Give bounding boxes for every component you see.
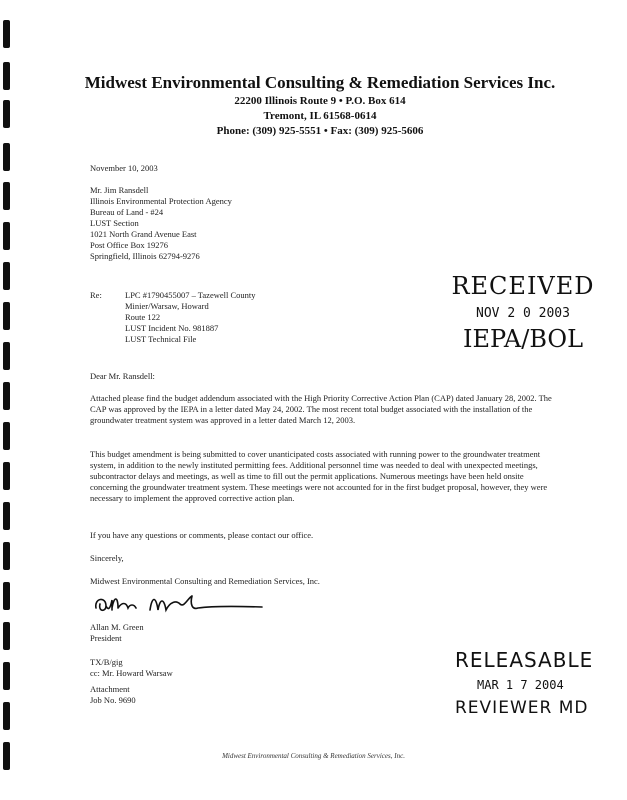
punch-mark [3,302,10,330]
handwritten-signature [92,588,292,618]
punch-mark [3,582,10,610]
recipient-line: Mr. Jim Ransdell [90,185,149,195]
punch-mark [3,62,10,90]
typist-initials: TX/B/gig [90,657,123,667]
releasable-stamp-reviewer: REVIEWER MD [455,698,589,718]
salutation: Dear Mr. Ransdell: [90,371,155,381]
page-footer: Midwest Environmental Consulting & Remediation Services, Inc. [222,752,405,760]
punch-mark [3,462,10,490]
signer-name: Allan M. Green [90,622,144,632]
recipient-line: Post Office Box 19276 [90,240,168,250]
punch-mark [3,382,10,410]
re-line: LUST Technical File [125,334,197,344]
body-paragraph-2: This budget amendment is being submitted to cover unanticipated costs associated with running power to the groundwater treatment system, in addition to the newly instituted permitting fees. Additional personnel time was needed to deal with unexpected meetings, subcontractor delays and meetings, as well as time to fill out the permit applications. Numerous meetings have been held onsite concerning the groundwater treatment system. These meetings were not accounted for in the first budget proposal, however, they were necessary to implement the approved corrective action plan. [90,449,548,503]
re-line: LPC #1790455007 – Tazewell County [125,290,256,300]
attachment-line: Attachment [90,684,130,694]
closing-company: Midwest Environmental Consulting and Remediation Services, Inc. [90,576,320,586]
closing: Sincerely, [90,553,124,563]
re-line: Route 122 [125,312,161,322]
recipient-line: 1021 North Grand Avenue East [90,229,197,239]
punch-mark [3,143,10,171]
body-paragraph-3: If you have any questions or comments, please contact our office. [90,530,314,540]
received-stamp-title: RECEIVED [451,272,595,300]
recipient-line: Bureau of Land - #24 [90,207,164,217]
punch-mark [3,662,10,690]
re-label: Re: [90,290,102,300]
re-block [125,290,256,345]
body-paragraph-1: Attached please find the budget addendum associated with the High Priority Corrective Action Plan (CAP) dated January 28, 2002. The CAP was approved by the IEPA in a letter dated May 24, 2002. The most recent total budget associated with the installation of the groundwater treatment system was approved in a letter dated March 12, 2003. [90,393,552,425]
recipient-line: LUST Section [90,218,139,228]
company-phone-fax: Phone: (309) 925-5551 • Fax: (309) 925-5606 [216,125,424,137]
job-number: Job No. 9690 [90,695,136,705]
cc-line: cc: Mr. Howard Warsaw [90,668,173,678]
punch-mark [3,20,10,48]
punch-mark [3,100,10,128]
received-stamp [448,272,598,353]
punch-mark [3,702,10,730]
recipient-address [90,185,232,262]
punch-mark [3,262,10,290]
signer-title: President [90,633,122,643]
releasable-stamp [455,648,605,718]
re-line: Minier/Warsaw, Howard [125,301,209,311]
company-address: 22200 Illinois Route 9 • P.O. Box 614 [234,95,406,107]
releasable-stamp-date: MAR 1 7 2004 [477,678,564,692]
recipient-line: Illinois Environmental Protection Agency [90,196,232,206]
punch-mark [3,542,10,570]
punch-mark [3,502,10,530]
releasable-stamp-title: RELEASABLE [455,648,594,672]
punch-mark [3,622,10,650]
punch-mark [3,222,10,250]
received-stamp-date: NOV 2 0 2003 [476,306,570,321]
company-name: Midwest Environmental Consulting & Remediation Services Inc. [84,73,556,92]
recipient-line: Springfield, Illinois 62794-9276 [90,251,200,261]
re-line: LUST Incident No. 981887 [125,323,219,333]
company-city: Tremont, IL 61568-0614 [263,110,377,122]
punch-mark [3,182,10,210]
received-stamp-office: IEPA/BOL [462,325,584,353]
punch-mark [3,422,10,450]
letter-date: November 10, 2003 [90,163,158,173]
punch-mark [3,342,10,370]
